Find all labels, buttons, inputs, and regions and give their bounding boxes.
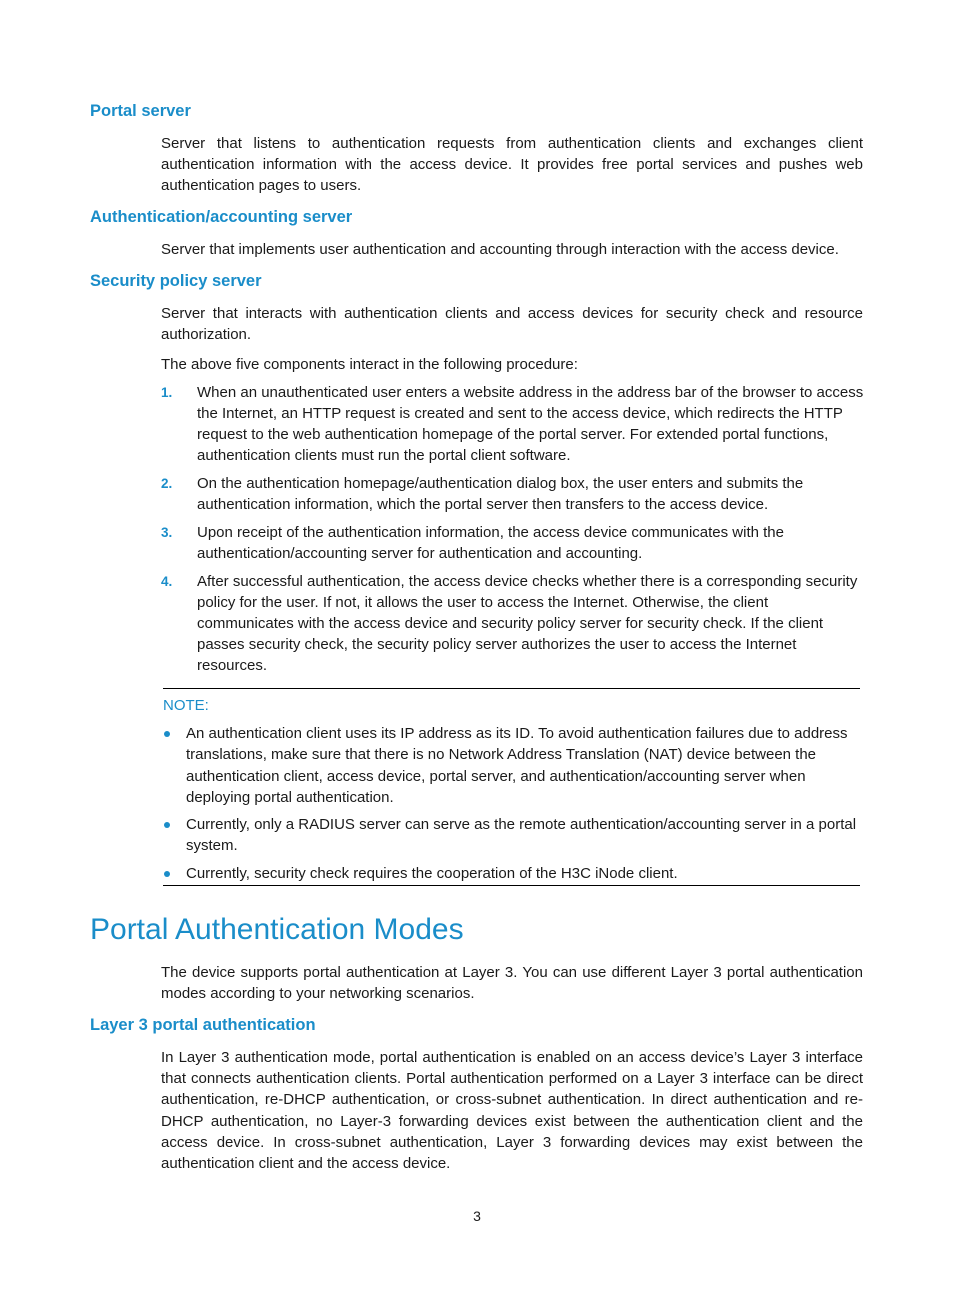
step-text: Upon receipt of the authentication information, the access device communicates with the authentication/accounting server for authentication and accounting. [197,524,784,562]
step-number: 1. [161,385,173,400]
step-text: On the authentication homepage/authentication dialog box, the user enters and submits the authentication information, which the portal server then transfers to the access device. [197,475,804,513]
procedure-intro: The above five components interact in the following procedure: [161,356,578,373]
section-title: Portal Authentication Modes [90,913,464,946]
heading-layer3: Layer 3 portal authentication [90,1016,316,1034]
step-number: 2. [161,476,173,491]
note-list [163,723,860,890]
procedure-steps [161,382,865,683]
paragraph-layer3: In Layer 3 authentication mode, portal authentication is enabled on an access device’s Layer 3 interface that connects authentication clients. Portal authentication performed on a Layer 3 interface can be direct authentication, re-DHCP authentication, or cross-subnet authentication. In direct authentication and re-DHCP authentication, no Layer-3 forwarding devices exist between the authentication client and the access device. In cross-subnet authentication, Layer 3 forwarding devices may exist between the authentication client and the access device. [161,1049,863,1173]
note-item [163,814,860,857]
step-number: 3. [161,525,173,540]
paragraph-modes-intro: The device supports portal authentication at Layer 3. You can use different Layer 3 portal authentication modes according to your networking scenarios. [161,964,863,1003]
note-bottom-rule [163,885,860,886]
procedure-step [161,382,865,466]
step-number: 4. [161,574,173,589]
procedure-step [161,522,865,564]
page-number: 3 [473,1208,481,1224]
note-item-text: Currently, security check requires the cooperation of the H3C iNode client. [186,864,678,882]
note-item [163,863,860,884]
note-item-text: An authentication client uses its IP address as its ID. To avoid authentication failures due to address translations, make sure that there is no Network Address Translation (NAT) device between the authentication client, access device, portal server, and authentication/accounting server when deploying portal authentication. [186,725,848,806]
paragraph-security-server: Server that interacts with authentication clients and access devices for security check and resource authorization. [161,305,863,344]
procedure-step [161,473,865,515]
note-item-text: Currently, only a RADIUS server can serve as the remote authentication/accounting server in a portal system. [186,816,857,855]
step-text: When an unauthenticated user enters a website address in the address bar of the browser to access the Internet, an HTTP request is created and sent to the access device, which redirects the HTTP request to the web authentication homepage of the portal server. For extended portal functions, authentication clients must run the portal client software. [197,384,864,464]
bullet-icon [164,871,170,877]
paragraph-auth-server: Server that implements user authentication and accounting through interaction with the access device. [161,241,839,258]
note-label: NOTE: [163,697,209,714]
heading-portal-server: Portal server [90,102,191,120]
procedure-step [161,571,865,676]
heading-auth-server: Authentication/accounting server [90,208,353,226]
paragraph-portal-server: Server that listens to authentication requests from authentication clients and exchanges client authentication information with the access device. It provides free portal services and pushes web authentication pages to users. [161,135,863,195]
note-top-rule [163,688,860,689]
heading-security-server: Security policy server [90,272,262,290]
step-text: After successful authentication, the access device checks whether there is a corresponding security policy for the user. If not, it allows the user to access the Internet. Otherwise, the client communicates with the access device and security policy server for security check. If the client passes security check, the security policy server authorizes the user to access the Internet resources. [197,573,858,674]
note-item [163,723,860,808]
bullet-icon [164,822,170,828]
bullet-icon [164,731,170,737]
